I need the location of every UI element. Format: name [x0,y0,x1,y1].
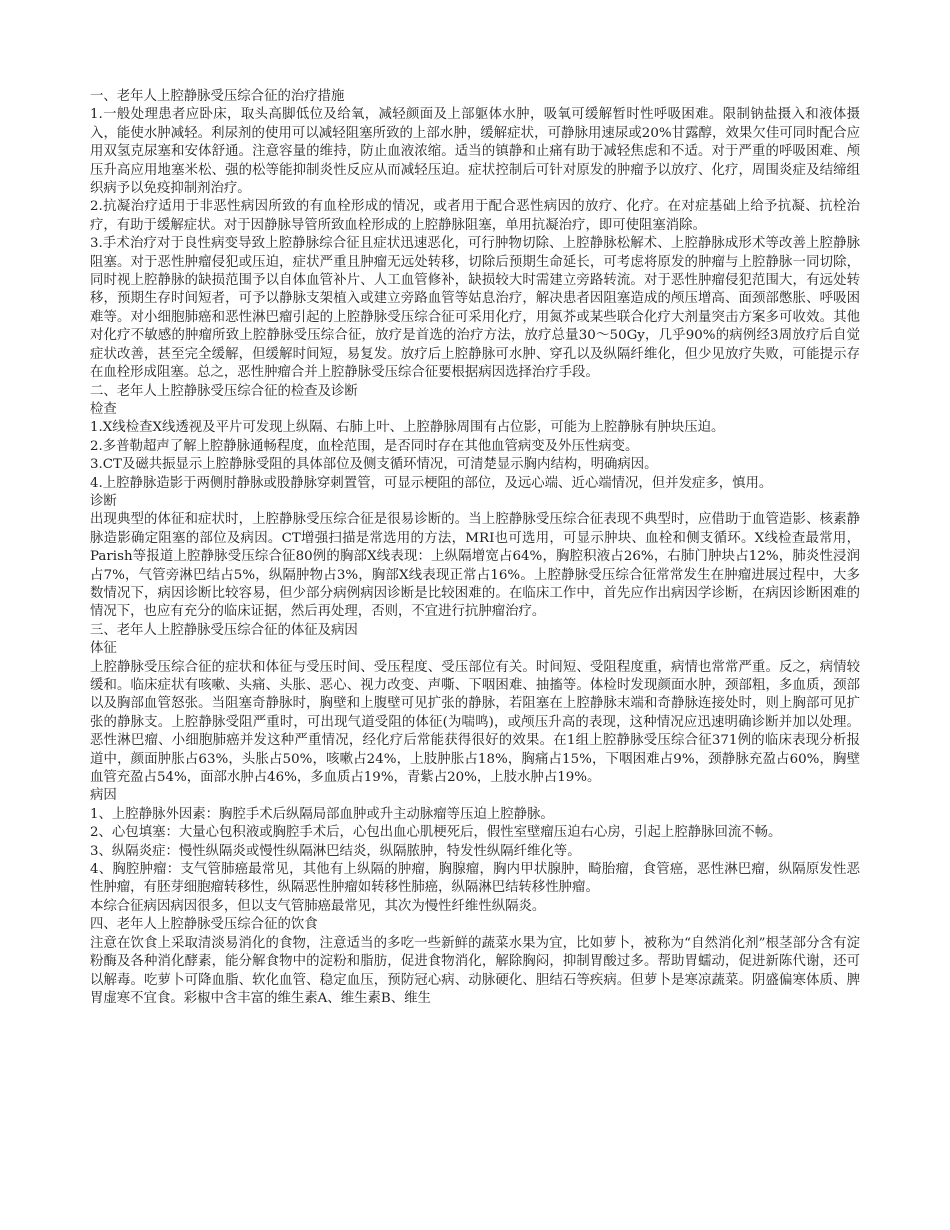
paragraph: 4.上腔静脉造影于两侧肘静脉或股静脉穿刺置管，可显示梗阻的部位，及远心端、近心端情况，但并发症多，慎用。 [90,475,773,491]
section-3-title: 三、老年人上腔静脉受压综合征的体征及病因 [90,622,358,638]
paragraph: 2、心包填塞：大量心包积液或胸腔手术后，心包出血心肌梗死后，假性室壁瘤压迫右心房，引起上腔静脉回流不畅。 [90,825,782,841]
subheading-diagnosis: 诊断 [90,493,117,509]
paragraph: 3.手术治疗对于良性病变导致上腔静脉综合征且症状迅速恶化，可行肿物切除、上腔静脉松解术、上腔静脉成形术等改善上腔静脉阻塞。对于恶性肿瘤侵犯或压迫，症状严重且肿瘤无远处转移，切除后预期生命延长，可考虑将原发的肿瘤与上腔静脉一同切除，同时视上腔静脉的缺损范围予以自体血管补片、人工血管修补，缺损较大时需建立旁路转流。对于恶性肿瘤侵犯范围大，有远处转移，预期生存时间短者，可予以静脉支架植入或建立旁路血管等姑息治疗，解决患者因阻塞造成的颅压增高、面颈部憋胀、呼吸困难等。对小细胞肺癌和恶性淋巴瘤引起的上腔静脉受压综合征可采用化疗，用氮芥或某些联合化疗大剂量突击方案多可收效。其他对化疗不敏感的肿瘤所致上腔静脉受压综合征，放疗是首选的治疗方法，放疗总量30～50Gy，几乎90%的病例经3周放疗后自觉症状改善，甚至完全缓解，但缓解时间短，易复发。放疗后上腔静脉可水肿、穿孔以及纵隔纤维化，但少见放疗失败，可能提示存在血栓形成阻塞。总之，恶性肿瘤合并上腔静脉受压综合征要根据病因选择治疗手段。 [90,236,860,381]
subheading-signs: 体征 [90,641,117,657]
paragraph: 注意在饮食上采取清淡易消化的食物，注意适当的多吃一些新鲜的蔬菜水果为宜，比如萝卜，被称为“自然消化剂”根茎部分含有淀粉酶及各种消化酵素，能分解食物中的淀粉和脂肪，促进食物消化，解除胸闷，抑制胃酸过多。帮助胃蠕动，促进新陈代谢，还可以解毒。吃萝卜可降血脂、软化血管、稳定血压，预防冠心病、动脉硬化、胆结石等疾病。但萝卜是寒凉蔬菜。阴盛偏寒体质、脾胃虚寒不宜食。彩椒中含丰富的维生素A、维生素B、维生 [90,935,860,1006]
paragraph: 4、胸腔肿瘤：支气管肺癌最常见，其他有上纵隔的肿瘤，胸腺瘤，胸内甲状腺肿，畸胎瘤，食管癌，恶性淋巴瘤，纵隔原发性恶性肿瘤，有胚芽细胞瘤转移性，纵隔恶性肿瘤如转移性肺癌，纵隔淋巴结转移性肿瘤。 [90,862,860,896]
subheading-causes: 病因 [90,788,117,804]
paragraph: 1.一般处理患者应卧床，取头高脚低位及给氧，减轻颜面及上部躯体水肿，吸氧可缓解暂时性呼吸困难。限制钠盐摄入和液体摄入，能使水肿减轻。利尿剂的使用可以减轻阻塞所致的上部水肿，缓解症状，可静脉用速尿或20%甘露醇，效果欠佳可同时配合应用双氢克尿塞和安体舒通。注意容量的维持，防止血液浓缩。适当的镇静和止痛有助于减轻焦虑和不适。对于严重的呼吸困难、颅压升高应用地塞米松、强的松等能抑制炎性反应从而减轻压迫。症状控制后可针对原发的肿瘤予以放疗、化疗，周围炎症及结缔组织病予以免疫抑制剂治疗。 [90,107,860,197]
paragraph: 2.多普勒超声了解上腔静脉通畅程度，血栓范围，是否同时存在其他血管病变及外压性病变。 [90,438,639,454]
paragraph: 出现典型的体征和症状时，上腔静脉受压综合征是很易诊断的。当上腔静脉受压综合征表现不典型时，应借助于血管造影、核素静脉造影确定阻塞的部位及病因。CT增强扫描是常选用的方法，MRI也可选用，可显示肿块、血栓和侧支循环。X线检查最常用，Parish等报道上腔静脉受压综合征80例的胸部X线表现：上纵隔增宽占64%，胸腔积液占26%，右肺门肿块占12%，肺炎性浸润占7%，气管旁淋巴结占5%，纵隔肿物占3%，胸部X线表现正常占16%。上腔静脉受压综合征常常发生在肿瘤进展过程中，大多数情况下，病因诊断比较容易，但少部分病例病因诊断是比较困难的。在临床工作中，首先应作出病因学诊断，在病因诊断困难的情况下，也应有充分的临床证据，然后再处理，否则，不宜进行抗肿瘤治疗。 [90,512,860,620]
section-2-title: 二、老年人上腔静脉受压综合征的检查及诊断 [90,383,358,399]
paragraph: 1.X线检查X线透视及平片可发现上纵隔、右肺上叶、上腔静脉周围有占位影，可能为上腔静脉有肿块压迫。 [90,420,725,436]
paragraph: 本综合征病因病因很多，但以支气管肺癌最常见，其次为慢性纤维性纵隔炎。 [90,898,546,914]
section-4-title: 四、老年人上腔静脉受压综合征的饮食 [90,917,318,933]
paragraph: 2.抗凝治疗适用于非恶性病因所致的有血栓形成的情况，或者用于配合恶性病因的放疗、化疗。在对症基础上给予抗凝、抗栓治疗，有助于缓解症状。对于因静脉导管所致血栓形成的上腔静脉阻塞，单用抗凝治疗，即可使阻塞消除。 [90,199,860,233]
paragraph: 3、纵隔炎症：慢性纵隔炎或慢性纵隔淋巴结炎，纵隔脓肿，特发性纵隔纤维化等。 [90,843,581,859]
paragraph: 3.CT及磁共振显示上腔静脉受阻的具体部位及侧支循环情况，可清楚显示胸内结构，明确病因。 [90,457,658,473]
paragraph: 1、上腔静脉外因素：胸腔手术后纵隔局部血肿或升主动脉瘤等压迫上腔静脉。 [90,806,554,822]
section-1-title: 一、老年人上腔静脉受压综合征的治疗措施 [90,89,345,104]
paragraph: 上腔静脉受压综合征的症状和体征与受压时间、受压程度、受压部位有关。时间短、受阻程度重，病情也常常严重。反之，病情较缓和。临床症状有咳嗽、头痛、头胀、恶心、视力改变、声嘶、下咽困难、抽搐等。体检时发现颜面水肿，颈部粗，多血质，颈部以及胸部血管怒张。当阻塞奇静脉时，胸壁和上腹壁可见扩张的静脉，若阻塞在上腔静脉末端和奇静脉连接处时，则上胸部可见扩张的静脉支。上腔静脉受阻严重时，可出现气道受阻的体征(为喘鸣)，或颅压升高的表现，这种情况应迅速明确诊断并加以处理。恶性淋巴瘤、小细胞肺癌并发这种严重情况，经化疗后常能获得很好的效果。在1组上腔静脉受压综合征371例的临床表现分析报道中，颜面肿胀占63%，头胀占50%，咳嗽占24%，上肢肿胀占18%，胸痛占15%，下咽困难占9%，颈静脉充盈占60%，胸壁血管充盈占54%，面部水肿占46%，多血质占19%，青紫占20%，上肢水肿占19%。 [90,659,860,786]
subheading-examination: 检查 [90,401,117,417]
